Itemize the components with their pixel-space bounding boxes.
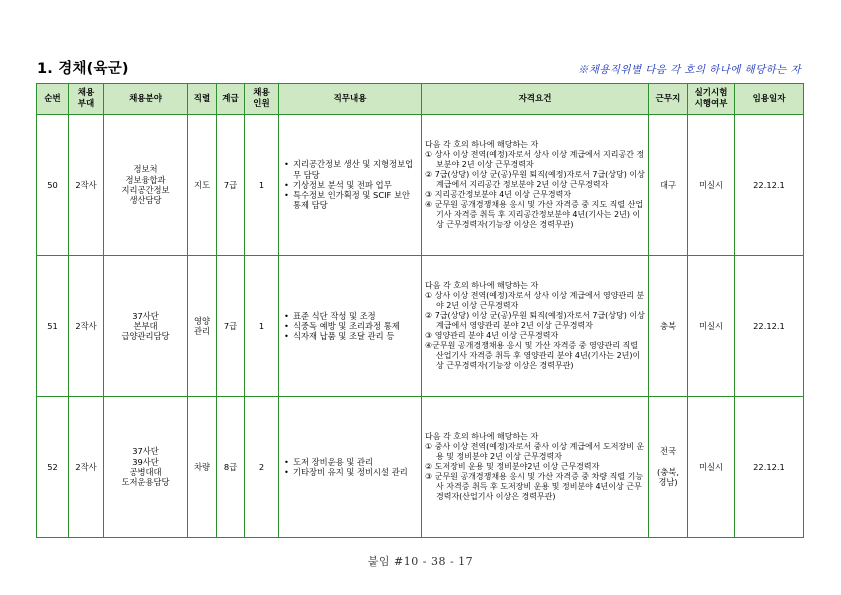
duty-list bbox=[284, 159, 417, 210]
requirement-intro: 다음 각 호의 하나에 해당하는 자 bbox=[425, 281, 539, 291]
header-location: 근무지 bbox=[649, 84, 688, 115]
duty-item: • 식자재 납품 및 조달 관리 등 bbox=[284, 331, 417, 341]
field-line: 37사단 bbox=[132, 310, 159, 321]
series-line: 영양 bbox=[193, 315, 211, 326]
series-line: 차량 bbox=[193, 461, 211, 472]
location-line: 전국 bbox=[659, 446, 677, 457]
location-line: 대구 bbox=[659, 179, 677, 190]
requirement-item: ② 도저장비 운용 및 정비분야2년 이상 근무경력자 bbox=[425, 462, 600, 472]
row-grade: 7급 bbox=[217, 115, 245, 256]
header-test: 실기시험 시행여부 bbox=[688, 84, 735, 115]
row-unit: 2작사 bbox=[69, 397, 104, 538]
header-count: 채용 인원 bbox=[245, 84, 279, 115]
duty-item: • 도저 장비운용 및 관리 bbox=[284, 457, 417, 467]
requirement-item: ② 7급(상당) 이상 군(공)무원 퇴직(예정)자로서 7급(상당) 이상 계급에서 지리공간 정보분야 2년 이상 근무경력자 bbox=[425, 170, 645, 190]
row-test: 미실시 bbox=[688, 397, 735, 538]
table-row bbox=[37, 397, 804, 538]
header-date: 임용일자 bbox=[735, 84, 804, 115]
field-line: 급양관리담당 bbox=[121, 331, 170, 342]
row-count: 1 bbox=[245, 115, 279, 256]
duty-item: • 표준 식단 작성 및 조정 bbox=[284, 311, 417, 321]
row-grade: 8급 bbox=[217, 397, 245, 538]
row-unit: 2작사 bbox=[69, 115, 104, 256]
row-duties bbox=[279, 256, 422, 397]
duty-item: • 기타장비 유지 및 정비시설 관리 bbox=[284, 467, 417, 477]
requirement-item: ③ 영양관리 분야 4년 이상 근무경력자 bbox=[425, 330, 559, 340]
row-requirements bbox=[422, 256, 649, 397]
row-field bbox=[104, 115, 188, 256]
row-number: 52 bbox=[37, 397, 69, 538]
location-line: 경남) bbox=[658, 477, 678, 488]
field-line: 39사단 bbox=[132, 456, 159, 467]
row-requirements bbox=[422, 115, 649, 256]
field-line: 정보처 bbox=[133, 164, 158, 175]
requirement-item: ④군무원 공개경쟁채용 응시 및 가산 자격증 중 영양관리 직렬 산업기사 자격증 취득 후 영양관리 분야 4년(기사는 2년)이상 근무경력자(기능장 이상은 경력무관) bbox=[425, 340, 641, 370]
field-line: 37사단 bbox=[132, 446, 159, 457]
header-requirements: 자격요건 bbox=[422, 84, 649, 115]
page-footer: 붙임 #10 - 38 - 17 bbox=[367, 555, 474, 568]
row-location bbox=[649, 115, 688, 256]
header-duties: 직무내용 bbox=[279, 84, 422, 115]
series-line: 지도 bbox=[193, 179, 211, 190]
row-duties bbox=[279, 115, 422, 256]
location-line: 충북 bbox=[659, 320, 677, 331]
row-date: 22.12.1 bbox=[735, 256, 804, 397]
requirement-item: ④ 군무원 공개경쟁채용 응시 및 가산 자격증 중 지도 직렬 산업기사 자격증 취득 후 지리공간정보분야 4년(기사는 2년) 이상 근무경력자(기능장 이상은 경력무관) bbox=[425, 199, 644, 229]
duty-list bbox=[284, 311, 417, 342]
field-line: 도저운용담당 bbox=[121, 477, 170, 488]
row-grade: 7급 bbox=[217, 256, 245, 397]
row-date: 22.12.1 bbox=[735, 397, 804, 538]
header-unit: 채용 부대 bbox=[69, 84, 104, 115]
requirement-item: ① 상사 이상 전역(예정)자로서 상사 이상 계급에서 영양관리 분야 2년 이상 근무경력자 bbox=[425, 291, 645, 311]
row-duties bbox=[279, 397, 422, 538]
row-number: 50 bbox=[37, 115, 69, 256]
header-series: 직렬 bbox=[188, 84, 217, 115]
row-location bbox=[649, 256, 688, 397]
row-test: 미실시 bbox=[688, 256, 735, 397]
table-row bbox=[37, 115, 804, 256]
row-series bbox=[188, 115, 217, 256]
duty-item: • 식중독 예방 및 조리과정 통제 bbox=[284, 321, 417, 331]
duty-item: • 특수정보 인가획정 및 SCIF 보안통제 담당 bbox=[284, 190, 417, 211]
field-line: 정보융합과 bbox=[125, 174, 166, 185]
location-line: (충북, bbox=[657, 467, 679, 477]
header-field: 채용분야 bbox=[104, 84, 188, 115]
series-line: 관리 bbox=[193, 326, 211, 336]
field-line: 본부대 bbox=[133, 320, 158, 331]
header-grade: 계급 bbox=[217, 84, 245, 115]
requirement-item: ③ 지리공간정보분야 4년 이상 근무경력자 bbox=[425, 189, 572, 199]
page-title: 1. 경채(육군) bbox=[37, 61, 129, 77]
row-field bbox=[104, 256, 188, 397]
field-line: 지리공간정보 bbox=[121, 185, 170, 195]
duty-item: • 기상정보 분석 및 전파 업무 bbox=[284, 180, 417, 190]
row-count: 1 bbox=[245, 256, 279, 397]
requirement-item: ① 중사 이상 전역(예정)자로서 중사 이상 계급에서 도저장비 운용 및 정비분야 2년 이상 근무경력자 bbox=[425, 442, 645, 462]
selection-note: ※채용직위별 다음 각 호의 하나에 해당하는 자 bbox=[577, 64, 801, 76]
requirement-item: ① 상사 이상 전역(예정)자로서 상사 이상 계급에서 지리공간 정보분야 2년 이상 근무경력자 bbox=[425, 150, 645, 170]
requirement-intro: 다음 각 호의 하나에 해당하는 자 bbox=[425, 432, 539, 442]
row-series bbox=[188, 256, 217, 397]
row-series bbox=[188, 397, 217, 538]
row-test: 미실시 bbox=[688, 115, 735, 256]
field-line: 생산담당 bbox=[129, 195, 162, 206]
row-count: 2 bbox=[245, 397, 279, 538]
requirement-intro: 다음 각 호의 하나에 해당하는 자 bbox=[425, 140, 539, 150]
requirement-item: ② 7급(상당) 이상 군(공)무원 퇴직(예정)자로서 7급(상당) 이상 계급에서 영양관리 분야 2년 이상 근무경력자 bbox=[425, 311, 645, 331]
row-number: 51 bbox=[37, 256, 69, 397]
header-row bbox=[37, 84, 804, 115]
field-line: 공병대대 bbox=[129, 467, 162, 477]
duty-item: • 지리공간정보 생산 및 지형정보업무 담당 bbox=[284, 159, 417, 180]
duty-list bbox=[284, 457, 417, 478]
row-field bbox=[104, 397, 188, 538]
requirement-item: ③ 군무원 공개경쟁채용 응시 및 가산 자격증 중 차량 직렬 기능사 자격증 취득 후 도저장비 운용 및 정비분야 4년이상 근무 경력자(산업기사 이상은 경력무관) bbox=[425, 471, 644, 501]
row-date: 22.12.1 bbox=[735, 115, 804, 256]
recruitment-table bbox=[36, 83, 804, 538]
row-location bbox=[649, 397, 688, 538]
row-unit: 2작사 bbox=[69, 256, 104, 397]
header-no: 순번 bbox=[37, 84, 69, 115]
row-requirements bbox=[422, 397, 649, 538]
table-row bbox=[37, 256, 804, 397]
